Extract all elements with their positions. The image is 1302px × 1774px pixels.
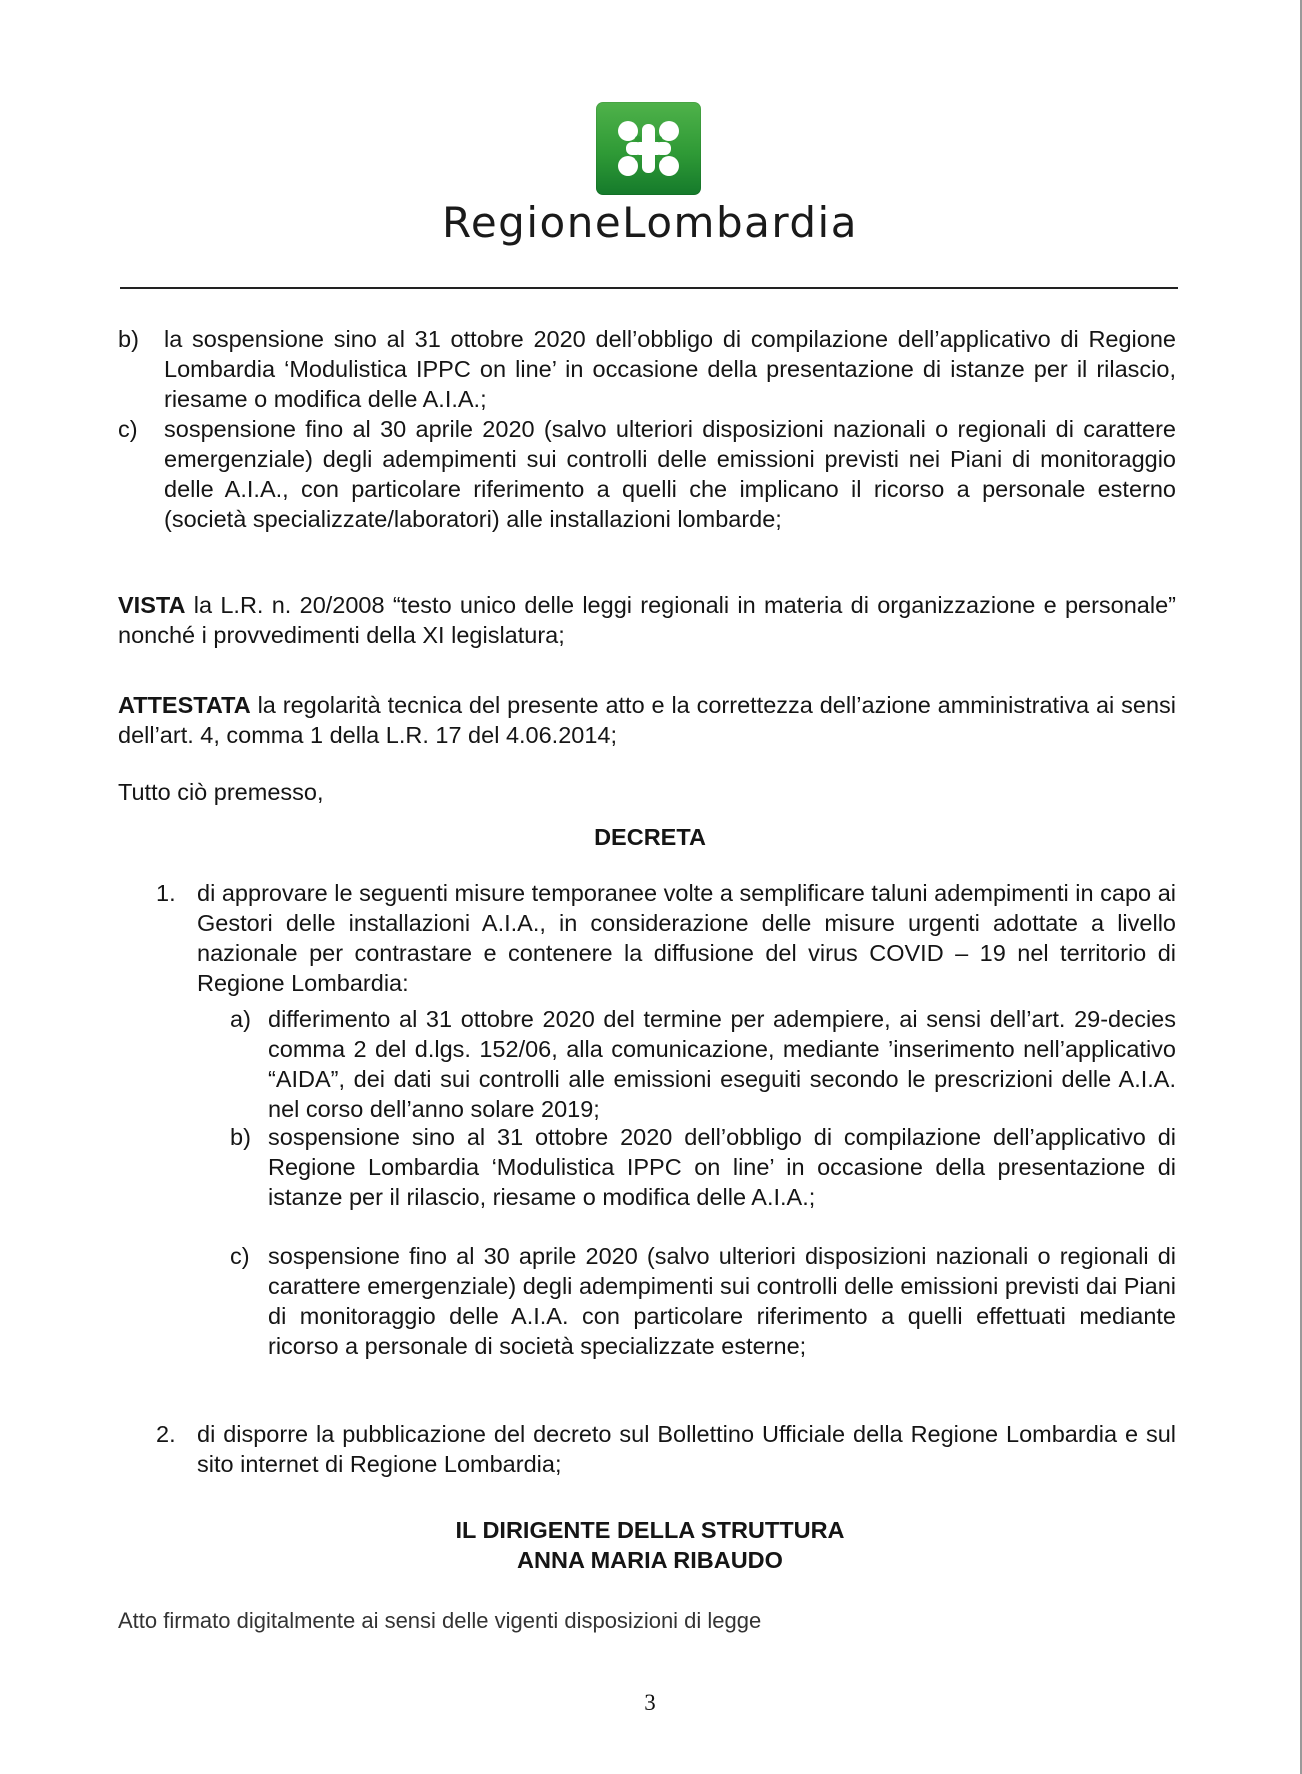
signature-name: ANNA MARIA RIBAUDO bbox=[517, 1547, 783, 1573]
list-item-text: sospensione fino al 30 aprile 2020 (salvo ulteriori disposizioni nazionali o regionali di carattere emergenziale) degli adempimenti sui controlli delle emissioni previsti nei Piani di monitoraggio delle A.I.A., con particolare riferimento a quelli che implicano il ricorso a personale esterno (società specializzate/laboratori) alle installazioni lombarde; bbox=[164, 416, 1176, 532]
sub-item-text: differimento al 31 ottobre 2020 del termine per adempiere, ai sensi dell’art. 29-decies comma 2 del d.lgs. 152/06, alla comunicazione, mediante ’inserimento nell’applicativo “AIDA”, dei dati sui controlli alle emissioni eseguiti secondo le prescrizioni delle A.I.A. nel corso dell’anno solare 2019; bbox=[268, 1006, 1176, 1122]
vista-paragraph bbox=[118, 590, 1176, 650]
sub-marker: b) bbox=[230, 1124, 251, 1150]
page-number: 3 bbox=[644, 1690, 656, 1715]
list-item-text: la sospensione sino al 31 ottobre 2020 dell’obbligo di compilazione dell’applicativo di Regione Lombardia ‘Modulistica IPPC on line’ in occasione della presentazione di istanze per il rilascio, riesame o modifica delle A.I.A.; bbox=[164, 326, 1176, 412]
header-divider bbox=[120, 287, 1178, 289]
digital-signature-note: Atto firmato digitalmente ai sensi delle vigenti disposizioni di legge bbox=[118, 1608, 762, 1633]
list-marker: b) bbox=[118, 326, 139, 352]
regione-lombardia-logo-icon bbox=[596, 102, 701, 195]
brand-name: RegioneLombardia bbox=[442, 198, 858, 247]
numbered-marker: 2. bbox=[156, 1421, 176, 1447]
attestata-keyword: ATTESTATA bbox=[118, 692, 251, 718]
numbered-item-text: di disporre la pubblicazione del decreto sul Bollettino Ufficiale della Regione Lombardia e sul sito internet di Regione Lombardia; bbox=[197, 1421, 1176, 1477]
sub-item-text: sospensione sino al 31 ottobre 2020 dell’obbligo di compilazione dell’applicativo di Regione Lombardia ‘Modulistica IPPC on line’ in occasione della presentazione di istanze per il rilascio, riesame o modifica delle A.I.A.; bbox=[268, 1124, 1176, 1210]
vista-text: la L.R. n. 20/2008 “testo unico delle leggi regionali in materia di organizzazione e personale” nonché i provvedimenti della XI legislatura; bbox=[118, 592, 1176, 648]
attestata-text: la regolarità tecnica del presente atto e la correttezza dell’azione amministrativa ai sensi dell’art. 4, comma 1 della L.R. 17 del 4.06.2014; bbox=[118, 692, 1176, 748]
signature-role: IL DIRIGENTE DELLA STRUTTURA bbox=[455, 1517, 845, 1543]
attestata-paragraph bbox=[118, 690, 1176, 750]
list-marker: c) bbox=[118, 416, 138, 442]
sub-marker: c) bbox=[230, 1243, 250, 1269]
numbered-item-text: di approvare le seguenti misure temporanee volte a semplificare taluni adempimenti in capo ai Gestori delle installazioni A.I.A., in considerazione delle misure urgenti adottate a livello nazionale per contrastare e contenere la diffusione del virus COVID – 19 nel territorio di Regione Lombardia: bbox=[197, 880, 1176, 996]
decreta-heading: DECRETA bbox=[594, 824, 706, 850]
sub-item-text: sospensione fino al 30 aprile 2020 (salvo ulteriori disposizioni nazionali o regionali di carattere emergenziale) degli adempimenti sui controlli delle emissioni previsti dai Piani di monitoraggio delle A.I.A. con particolare riferimento a quelli effettuati mediante ricorso a personale di società specializzate esterne; bbox=[268, 1243, 1176, 1359]
vista-keyword: VISTA bbox=[118, 592, 186, 618]
numbered-marker: 1. bbox=[156, 880, 176, 906]
sub-marker: a) bbox=[230, 1006, 251, 1032]
premesso-text: Tutto ciò premesso, bbox=[118, 779, 324, 805]
